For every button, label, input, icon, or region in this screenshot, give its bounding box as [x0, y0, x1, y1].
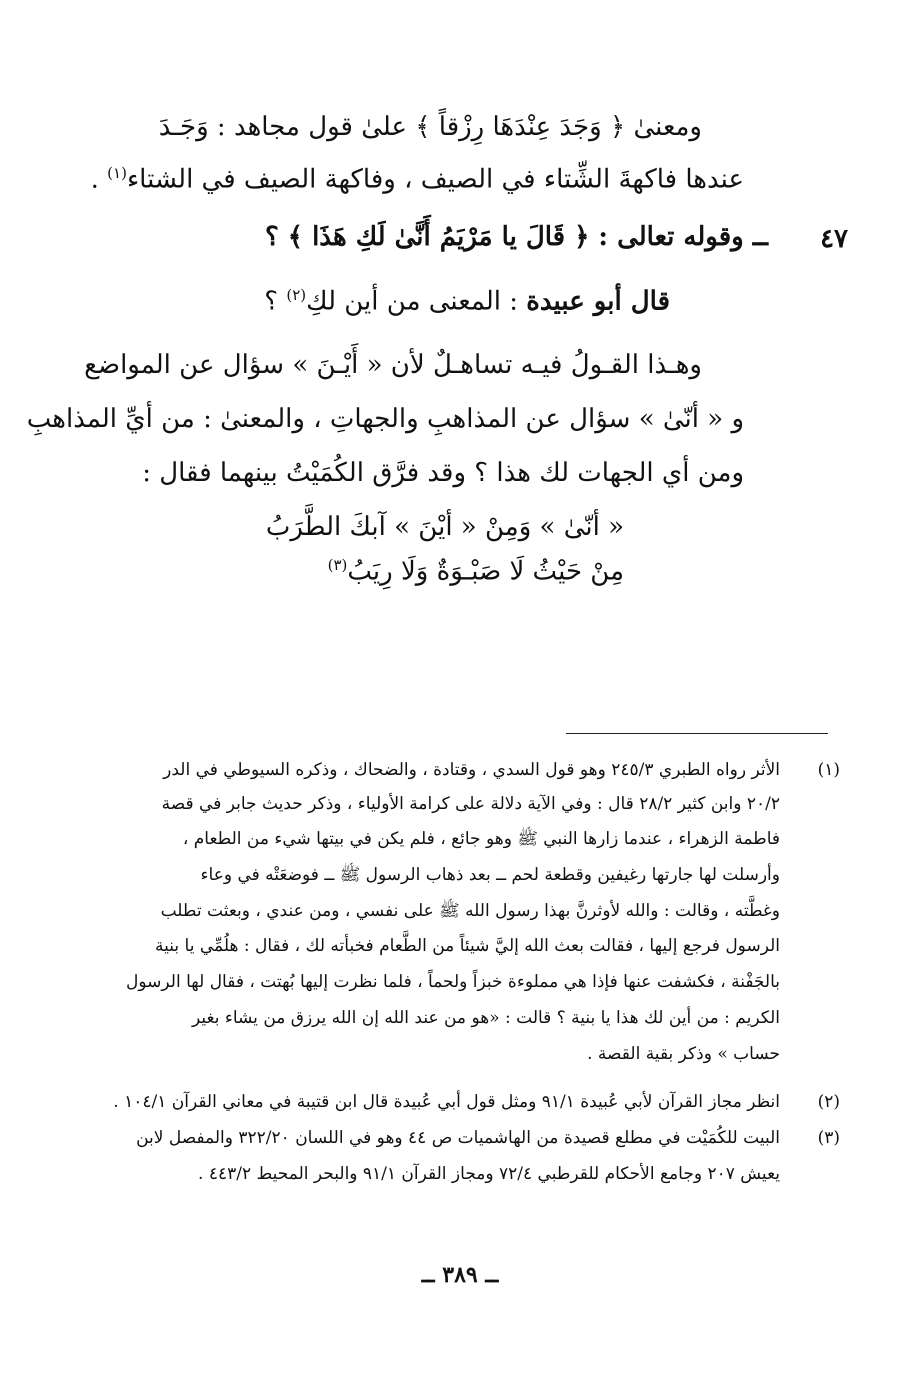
- footnote-separator: [566, 733, 828, 734]
- footnote-3-line-1: البيت للكُمَيْت في مطلع قصيدة من الهاشميات ص ٤٤ وهو في اللسان ٣٢٢/٢٠ والمفصل لابن: [136, 1128, 780, 1148]
- verse-heading: ــ وقوله تعالى : ﴿ قَالَ يا مَرْيَمُ أَنَّىٰ لَكِ هَذَا ﴾ ؟: [264, 222, 768, 252]
- footnote-1-line-1: الأثر رواه الطبري ٢٤٥/٣ وهو قول السدي ، وقتادة ، والضحاك ، وذكره السيوطي في الدر: [163, 760, 780, 780]
- footnote-1-line-5: وغطَّته ، وقالت : والله لأوثرنَّ بهذا رسول الله ﷺ على نفسي ، ومن عندي ، وبعثت تطلب: [160, 901, 780, 921]
- footnote-1-line-3: فاطمة الزهراء ، عندما زارها النبي ﷺ وهو جائع ، فلم يكن في بيتها شيء من الطعام ،: [182, 829, 780, 849]
- footnote-1-line-7: بالجَفْنة ، فكشفت عنها فإذا هي مملوءة خبزاً ولحماً ، فلما نظرت إليها بُهتت ، فقال لها الرسول: [126, 972, 780, 992]
- footnote-ref-1[interactable]: (١): [107, 164, 127, 182]
- poem-line-2: مِنْ حَيْثُ لَا صَبْـوَةٌ وَلَا رِيَبُ$^{(٣)}$: [327, 556, 624, 587]
- footnote-number-3: (٣): [817, 1128, 840, 1148]
- abu-ubayda-line: قال أبو عبيدة : المعنى من أين لكِ$^{(٢)}$ ؟: [264, 286, 670, 317]
- footnote-1-line-8: الكريم : من أين لك هذا يا بنية ؟ قالت : «هو من عند الله إن الله يرزق من يشاء بغير: [192, 1008, 780, 1028]
- paragraph-line-2: و « أنّىٰ » سؤال عن المذاهبِ والجهاتِ ، والمعنىٰ : من أيِّ المذاهبِ: [26, 404, 744, 434]
- footnote-1-line-6: الرسول فرجع إليها ، فقالت بعث الله إليَّ شيئاً من الطَّعام فخبأته لك ، فقال : هلُمِّي يا بنية: [155, 936, 780, 956]
- footnote-3-line-2: يعيش ٢٠٧ وجامع الأحكام للقرطبي ٧٢/٤ ومجاز القرآن ٩١/١ والبحر المحيط ٤٤٣/٢ .: [198, 1164, 780, 1184]
- footnote-ref-3[interactable]: (٣): [327, 556, 348, 574]
- page-number: ــ ٣٨٩ ــ: [421, 1262, 499, 1288]
- footnote-2-text: انظر مجاز القرآن لأبي عُبيدة ٩١/١ ومثل قول أبي عُبيدة قال ابن قتيبة في معاني القرآن ١٠٤/١ .: [113, 1092, 780, 1112]
- paragraph-line-3: ومن أي الجهات لك هذا ؟ وقد فرَّق الكُمَيْتُ بينهما فقال :: [142, 458, 744, 488]
- text-line-2: عندها فاكهةَ الشِّتاء في الصيف ، وفاكهة الصيف في الشتاء$^{(١)}$ .: [90, 164, 744, 195]
- footnote-1-line-9: حساب » وذكر بقية القصة .: [587, 1044, 780, 1064]
- verse-number: ٤٧: [820, 224, 848, 254]
- footnote-number-2: (٢): [817, 1092, 840, 1112]
- footnote-1-line-2: ٢٠/٢ وابن كثير ٢٨/٢ قال : وفي الآية دلالة على كرامة الأولياء ، وذكر حديث جابر في قصة: [161, 794, 780, 814]
- text-line-1: ومعنىٰ ﴿ وَجَدَ عِنْدَهَا رِزْقاً ﴾ علىٰ قول مجاهد : وَجَـدَ: [158, 112, 702, 142]
- footnote-ref-2[interactable]: (٢): [286, 286, 307, 304]
- paragraph-line-1: وهـذا القـولُ فيـه تساهـلٌ لأن « أَيْـنَ » سؤال عن المواضع: [84, 350, 702, 380]
- footnote-1-line-4: وأرسلت لها جارتها رغيفين وقطعة لحم ــ بعد ذهاب الرسول ﷺ ــ فوضعَتْه في وعاء: [200, 865, 780, 885]
- poem-line-1: « أنّىٰ » وَمِنْ « أيْنَ » آبكَ الطَّرَبُ: [265, 512, 624, 542]
- footnote-number-1: (١): [817, 760, 840, 780]
- abu-ubayda-label: قال أبو عبيدة: [526, 286, 670, 317]
